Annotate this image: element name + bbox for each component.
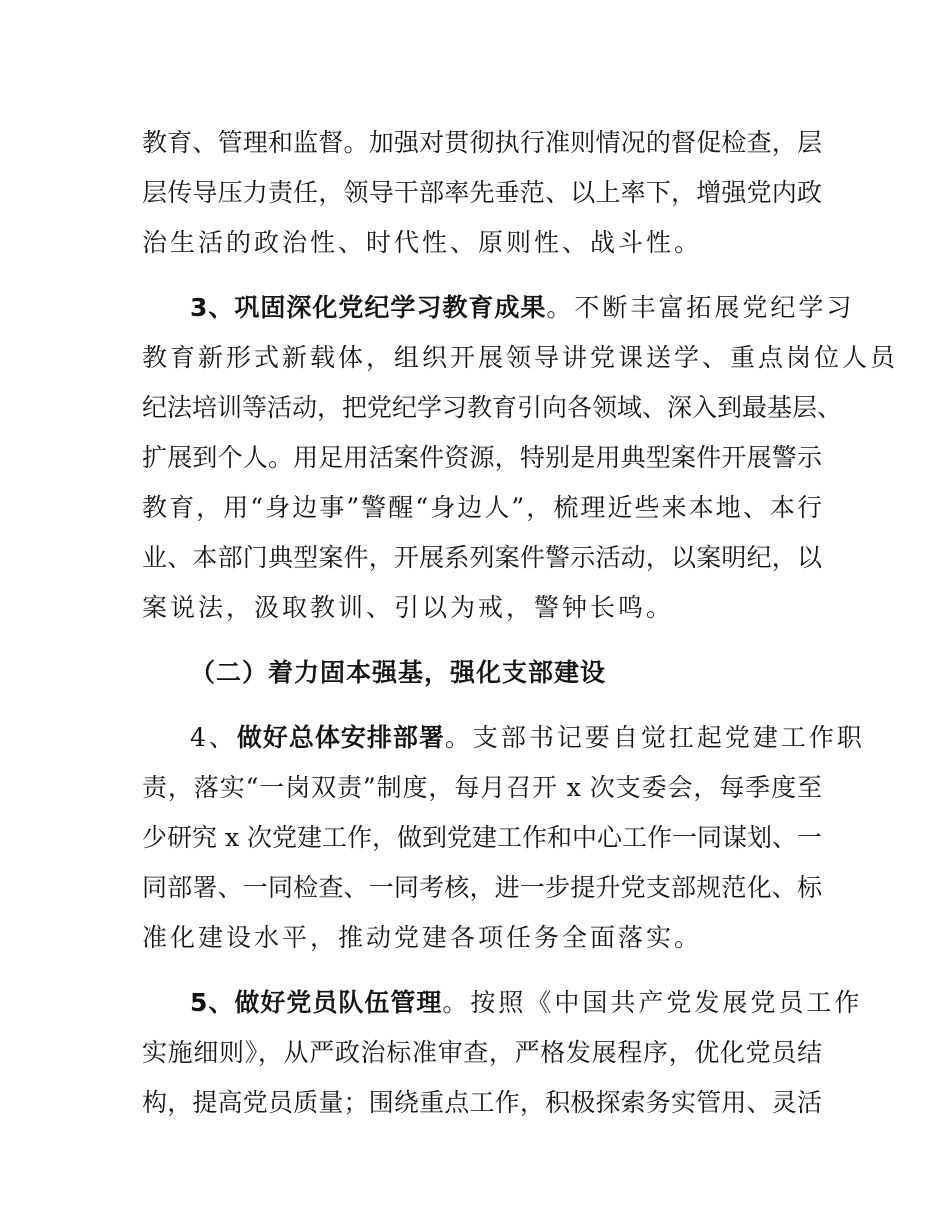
paragraph-3-line-6: 案说法，汲取教训、引以为戒，警钟长鸣。	[142, 593, 675, 622]
paragraph-4-lead-text: 。支部书记要自觉扛起党建工作职	[444, 723, 865, 752]
paragraph-5-title: 5、做好党员队伍管理	[190, 988, 443, 1017]
paragraph-3-line-2: 纪法培训等活动，把党纪学习教育引向各领域、深入到最基层、	[142, 393, 843, 422]
paragraph-4-number: 4、	[190, 723, 237, 752]
paragraph-4-lead-line	[190, 721, 865, 755]
paragraph-1-line-2: 层传导压力责任，领导干部率先垂范、以上率下，增强党内政	[142, 178, 822, 207]
paragraph-5-lead-line	[190, 986, 863, 1020]
paragraph-5-line-1: 实施细则》，从严政治标准审查，严格发展程序，优化党员结	[142, 1038, 822, 1067]
paragraph-3-line-1: 教育新形式新载体，组织开展领导讲党课送学、重点岗位人员	[142, 343, 899, 372]
paragraph-4-line-4: 准化建设水平，推动党建各项任务全面落实。	[142, 923, 703, 952]
paragraph-3-lead-line	[190, 291, 855, 325]
paragraph-1-line-3: 治生活的政治性、时代性、原则性、战斗性。	[142, 228, 703, 257]
paragraph-3-lead-text: 。不断丰富拓展党纪学习	[546, 293, 855, 322]
paragraph-3-line-4: 教育，用“身边事”警醒“身边人”，梳理近些来本地、本行	[142, 493, 822, 522]
paragraph-3-line-5: 业、本部门典型案件，开展系列案件警示活动，以案明纪，以	[142, 543, 822, 572]
paragraph-5-line-2: 构，提高党员质量；围绕重点工作，积极探索务实管用、灵活	[142, 1088, 822, 1117]
paragraph-3-line-3: 扩展到个人。用足用活案件资源，特别是用典型案件开展警示	[142, 443, 822, 472]
paragraph-4-title: 做好总体安排部署	[236, 723, 445, 752]
paragraph-4-line-1: 责，落实“一岗双责”制度，每月召开 x 次支委会，每季度至	[142, 773, 822, 802]
section-heading: （二）着力固本强基，强化支部建设	[190, 658, 607, 687]
paragraph-5-lead-text: 。按照《中国共产党发展党员工作	[442, 988, 863, 1017]
paragraph-4-line-3: 同部署、一同检查、一同考核，进一步提升党支部规范化、标	[142, 873, 822, 902]
paragraph-4-line-2: 少研究 x 次党建工作，做到党建工作和中心工作一同谋划、一	[142, 823, 822, 852]
paragraph-3-title: 3、巩固深化党纪学习教育成果	[190, 293, 547, 322]
paragraph-1-line-1: 教育、管理和监督。加强对贯彻执行准则情况的督促检查，层	[142, 128, 822, 157]
